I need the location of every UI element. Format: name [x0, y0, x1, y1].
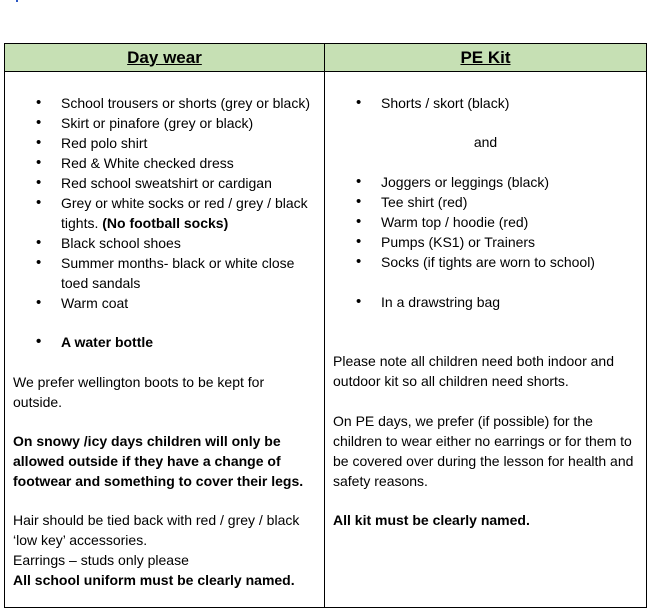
list-item: • Red polo shirt: [13, 133, 316, 153]
list-item: • Black school shoes: [13, 233, 316, 253]
water-list: [13, 332, 316, 352]
and-text: and: [473, 134, 498, 150]
list-item: • Summer months- black or white close toed sandals: [13, 253, 316, 293]
list-item: • Joggers or leggings (black): [333, 172, 638, 192]
stray-mark: [16, 0, 18, 2]
day-wear-header: Day wear: [5, 44, 325, 72]
list-item: • Tee shirt (red): [333, 192, 638, 212]
pe-kit-header: PE Kit: [325, 44, 647, 72]
socks-note: (No football socks): [102, 215, 229, 231]
list-item: • Warm top / hoodie (red): [333, 212, 638, 232]
pe-kit-cell: [325, 72, 647, 608]
wellington-note: We prefer wellington boots to be kept for outside.: [13, 374, 265, 410]
earrings-note: Earrings – studs only please: [13, 552, 189, 568]
kit-named-note: All kit must be clearly named.: [333, 512, 530, 528]
list-item: • Red school sweatshirt or cardigan: [13, 173, 316, 193]
list-item: • A water bottle: [13, 332, 316, 352]
list-item: • Grey or white socks or red / grey / black tights. (No football socks): [13, 193, 316, 233]
bag-list: [333, 292, 638, 312]
list-item: • Socks (if tights are worn to school): [333, 252, 638, 272]
pe-earrings-note: On PE days, we prefer (if possible) for the children to wear either no earrings or for them to be covered over during the lesson for health and safety reasons.: [333, 413, 634, 489]
list-item: • School trousers or shorts (grey or black): [13, 93, 316, 113]
day-wear-cell: [5, 72, 325, 608]
list-item: • Shorts / skort (black): [333, 93, 638, 113]
indoor-outdoor-note: Please note all children need both indoor and outdoor kit so all children need shorts.: [333, 353, 614, 389]
pe-kit-list-1: [333, 93, 638, 113]
uniform-named-note: All school uniform must be clearly named.: [13, 572, 295, 588]
snowy-note: On snowy /icy days children will only be allowed outside if they have a change of footwear and something to cover their legs.: [13, 433, 304, 489]
list-item: • Skirt or pinafore (grey or black): [13, 113, 316, 133]
list-item: • Pumps (KS1) or Trainers: [333, 232, 638, 252]
hair-note: Hair should be tied back with red / grey / black ‘low key’ accessories.: [13, 512, 300, 548]
list-item: • Warm coat: [13, 293, 316, 313]
day-wear-list: [13, 93, 316, 313]
list-item: • Red & White checked dress: [13, 153, 316, 173]
list-item: • In a drawstring bag: [333, 292, 638, 312]
pe-kit-list-2: [333, 172, 638, 272]
uniform-table: [4, 43, 647, 608]
